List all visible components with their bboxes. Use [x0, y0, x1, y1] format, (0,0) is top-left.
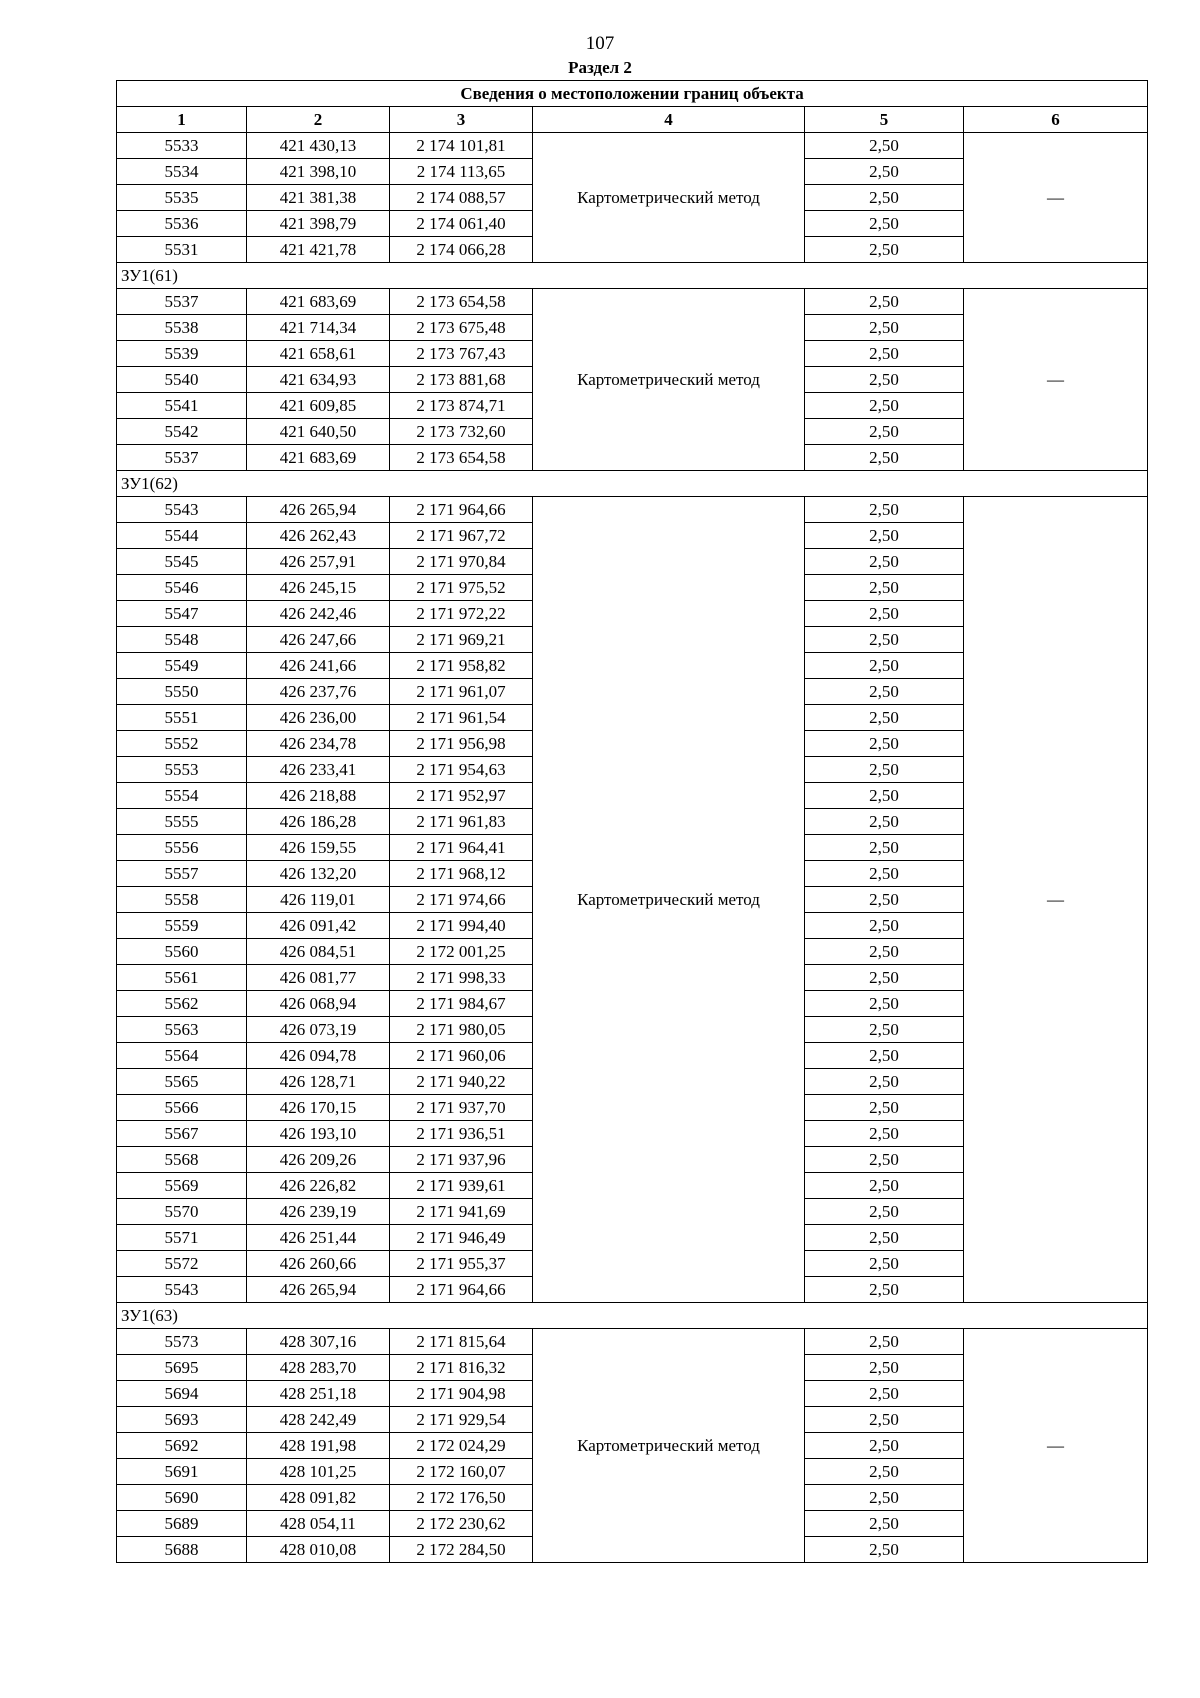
accuracy-cell: 2,50 [805, 393, 964, 419]
x-coordinate-cell: 421 658,61 [247, 341, 390, 367]
point-number-cell: 5561 [117, 965, 247, 991]
y-coordinate-cell: 2 171 984,67 [390, 991, 533, 1017]
point-number-cell: 5559 [117, 913, 247, 939]
y-coordinate-cell: 2 171 961,83 [390, 809, 533, 835]
x-coordinate-cell: 428 307,16 [247, 1329, 390, 1355]
table-row [117, 133, 1148, 159]
y-coordinate-cell: 2 172 001,25 [390, 939, 533, 965]
x-coordinate-cell: 426 091,42 [247, 913, 390, 939]
table-caption: Сведения о местоположении границ объекта [117, 81, 1148, 107]
x-coordinate-cell: 426 073,19 [247, 1017, 390, 1043]
y-coordinate-cell: 2 171 929,54 [390, 1407, 533, 1433]
y-coordinate-cell: 2 171 972,22 [390, 601, 533, 627]
accuracy-cell: 2,50 [805, 1433, 964, 1459]
y-coordinate-cell: 2 171 980,05 [390, 1017, 533, 1043]
group-label: ЗУ1(61) [117, 263, 1148, 289]
x-coordinate-cell: 426 186,28 [247, 809, 390, 835]
point-number-cell: 5558 [117, 887, 247, 913]
x-coordinate-cell: 426 233,41 [247, 757, 390, 783]
group-label: ЗУ1(62) [117, 471, 1148, 497]
point-number-cell: 5557 [117, 861, 247, 887]
accuracy-cell: 2,50 [805, 1095, 964, 1121]
y-coordinate-cell: 2 171 975,52 [390, 575, 533, 601]
point-number-cell: 5566 [117, 1095, 247, 1121]
y-coordinate-cell: 2 174 113,65 [390, 159, 533, 185]
x-coordinate-cell: 426 084,51 [247, 939, 390, 965]
accuracy-cell: 2,50 [805, 1329, 964, 1355]
x-coordinate-cell: 426 094,78 [247, 1043, 390, 1069]
accuracy-cell: 2,50 [805, 913, 964, 939]
point-number-cell: 5550 [117, 679, 247, 705]
x-coordinate-cell: 426 265,94 [247, 497, 390, 523]
point-number-cell: 5693 [117, 1407, 247, 1433]
y-coordinate-cell: 2 171 954,63 [390, 757, 533, 783]
table-body [117, 133, 1148, 1563]
x-coordinate-cell: 421 381,38 [247, 185, 390, 211]
point-number-cell: 5544 [117, 523, 247, 549]
point-number-cell: 5551 [117, 705, 247, 731]
accuracy-cell: 2,50 [805, 991, 964, 1017]
accuracy-cell: 2,50 [805, 497, 964, 523]
x-coordinate-cell: 426 262,43 [247, 523, 390, 549]
accuracy-cell: 2,50 [805, 1173, 964, 1199]
y-coordinate-cell: 2 172 176,50 [390, 1485, 533, 1511]
x-coordinate-cell: 426 226,82 [247, 1173, 390, 1199]
accuracy-cell: 2,50 [805, 1277, 964, 1303]
y-coordinate-cell: 2 171 937,70 [390, 1095, 533, 1121]
accuracy-cell: 2,50 [805, 549, 964, 575]
accuracy-cell: 2,50 [805, 1485, 964, 1511]
table-row [117, 1329, 1148, 1355]
point-number-cell: 5555 [117, 809, 247, 835]
x-coordinate-cell: 421 683,69 [247, 289, 390, 315]
y-coordinate-cell: 2 171 961,54 [390, 705, 533, 731]
column-6-cell: — [964, 133, 1148, 263]
y-coordinate-cell: 2 171 956,98 [390, 731, 533, 757]
point-number-cell: 5543 [117, 497, 247, 523]
y-coordinate-cell: 2 171 964,41 [390, 835, 533, 861]
accuracy-cell: 2,50 [805, 445, 964, 471]
y-coordinate-cell: 2 171 946,49 [390, 1225, 533, 1251]
x-coordinate-cell: 421 683,69 [247, 445, 390, 471]
point-number-cell: 5562 [117, 991, 247, 1017]
point-number-cell: 5565 [117, 1069, 247, 1095]
accuracy-cell: 2,50 [805, 1459, 964, 1485]
accuracy-cell: 2,50 [805, 757, 964, 783]
point-number-cell: 5691 [117, 1459, 247, 1485]
y-coordinate-cell: 2 171 994,40 [390, 913, 533, 939]
accuracy-cell: 2,50 [805, 1355, 964, 1381]
y-coordinate-cell: 2 172 160,07 [390, 1459, 533, 1485]
x-coordinate-cell: 421 634,93 [247, 367, 390, 393]
y-coordinate-cell: 2 172 284,50 [390, 1537, 533, 1563]
y-coordinate-cell: 2 171 937,96 [390, 1147, 533, 1173]
x-coordinate-cell: 421 398,10 [247, 159, 390, 185]
x-coordinate-cell: 426 081,77 [247, 965, 390, 991]
x-coordinate-cell: 426 218,88 [247, 783, 390, 809]
x-coordinate-cell: 421 430,13 [247, 133, 390, 159]
y-coordinate-cell: 2 171 936,51 [390, 1121, 533, 1147]
y-coordinate-cell: 2 174 061,40 [390, 211, 533, 237]
method-cell: Картометрический метод [533, 1329, 805, 1563]
accuracy-cell: 2,50 [805, 1511, 964, 1537]
accuracy-cell: 2,50 [805, 185, 964, 211]
y-coordinate-cell: 2 171 941,69 [390, 1199, 533, 1225]
accuracy-cell: 2,50 [805, 1069, 964, 1095]
point-number-cell: 5531 [117, 237, 247, 263]
accuracy-cell: 2,50 [805, 601, 964, 627]
y-coordinate-cell: 2 171 816,32 [390, 1355, 533, 1381]
point-number-cell: 5534 [117, 159, 247, 185]
point-number-cell: 5543 [117, 1277, 247, 1303]
y-coordinate-cell: 2 171 952,97 [390, 783, 533, 809]
point-number-cell: 5571 [117, 1225, 247, 1251]
group-label-row [117, 263, 1148, 289]
accuracy-cell: 2,50 [805, 237, 964, 263]
y-coordinate-cell: 2 171 815,64 [390, 1329, 533, 1355]
point-number-cell: 5690 [117, 1485, 247, 1511]
accuracy-cell: 2,50 [805, 731, 964, 757]
point-number-cell: 5535 [117, 185, 247, 211]
x-coordinate-cell: 426 237,76 [247, 679, 390, 705]
y-coordinate-cell: 2 171 967,72 [390, 523, 533, 549]
x-coordinate-cell: 426 265,94 [247, 1277, 390, 1303]
y-coordinate-cell: 2 172 024,29 [390, 1433, 533, 1459]
accuracy-cell: 2,50 [805, 289, 964, 315]
x-coordinate-cell: 428 191,98 [247, 1433, 390, 1459]
accuracy-cell: 2,50 [805, 367, 964, 393]
point-number-cell: 5564 [117, 1043, 247, 1069]
y-coordinate-cell: 2 173 881,68 [390, 367, 533, 393]
point-number-cell: 5556 [117, 835, 247, 861]
y-coordinate-cell: 2 171 961,07 [390, 679, 533, 705]
point-number-cell: 5553 [117, 757, 247, 783]
x-coordinate-cell: 426 245,15 [247, 575, 390, 601]
y-coordinate-cell: 2 171 939,61 [390, 1173, 533, 1199]
accuracy-cell: 2,50 [805, 783, 964, 809]
point-number-cell: 5569 [117, 1173, 247, 1199]
accuracy-cell: 2,50 [805, 1407, 964, 1433]
x-coordinate-cell: 426 251,44 [247, 1225, 390, 1251]
column-header: 6 [964, 107, 1148, 133]
point-number-cell: 5536 [117, 211, 247, 237]
x-coordinate-cell: 426 236,00 [247, 705, 390, 731]
x-coordinate-cell: 426 242,46 [247, 601, 390, 627]
x-coordinate-cell: 428 283,70 [247, 1355, 390, 1381]
point-number-cell: 5546 [117, 575, 247, 601]
y-coordinate-cell: 2 173 675,48 [390, 315, 533, 341]
point-number-cell: 5542 [117, 419, 247, 445]
x-coordinate-cell: 421 421,78 [247, 237, 390, 263]
y-coordinate-cell: 2 171 904,98 [390, 1381, 533, 1407]
accuracy-cell: 2,50 [805, 1043, 964, 1069]
y-coordinate-cell: 2 173 767,43 [390, 341, 533, 367]
table-row [117, 497, 1148, 523]
point-number-cell: 5537 [117, 289, 247, 315]
x-coordinate-cell: 426 159,55 [247, 835, 390, 861]
y-coordinate-cell: 2 174 066,28 [390, 237, 533, 263]
point-number-cell: 5549 [117, 653, 247, 679]
x-coordinate-cell: 426 128,71 [247, 1069, 390, 1095]
y-coordinate-cell: 2 171 964,66 [390, 497, 533, 523]
x-coordinate-cell: 421 714,34 [247, 315, 390, 341]
group-label-row [117, 1303, 1148, 1329]
x-coordinate-cell: 428 091,82 [247, 1485, 390, 1511]
accuracy-cell: 2,50 [805, 965, 964, 991]
group-label-row [117, 471, 1148, 497]
accuracy-cell: 2,50 [805, 1121, 964, 1147]
column-6-cell: — [964, 1329, 1148, 1563]
x-coordinate-cell: 428 010,08 [247, 1537, 390, 1563]
x-coordinate-cell: 426 239,19 [247, 1199, 390, 1225]
accuracy-cell: 2,50 [805, 315, 964, 341]
x-coordinate-cell: 426 119,01 [247, 887, 390, 913]
accuracy-cell: 2,50 [805, 653, 964, 679]
point-number-cell: 5689 [117, 1511, 247, 1537]
x-coordinate-cell: 428 242,49 [247, 1407, 390, 1433]
group-label: ЗУ1(63) [117, 1303, 1148, 1329]
accuracy-cell: 2,50 [805, 159, 964, 185]
y-coordinate-cell: 2 171 940,22 [390, 1069, 533, 1095]
x-coordinate-cell: 428 251,18 [247, 1381, 390, 1407]
x-coordinate-cell: 421 640,50 [247, 419, 390, 445]
accuracy-cell: 2,50 [805, 523, 964, 549]
point-number-cell: 5692 [117, 1433, 247, 1459]
column-header: 3 [390, 107, 533, 133]
x-coordinate-cell: 426 132,20 [247, 861, 390, 887]
accuracy-cell: 2,50 [805, 809, 964, 835]
x-coordinate-cell: 421 609,85 [247, 393, 390, 419]
column-header: 5 [805, 107, 964, 133]
point-number-cell: 5537 [117, 445, 247, 471]
x-coordinate-cell: 426 209,26 [247, 1147, 390, 1173]
accuracy-cell: 2,50 [805, 939, 964, 965]
point-number-cell: 5554 [117, 783, 247, 809]
y-coordinate-cell: 2 171 960,06 [390, 1043, 533, 1069]
y-coordinate-cell: 2 171 970,84 [390, 549, 533, 575]
accuracy-cell: 2,50 [805, 1251, 964, 1277]
x-coordinate-cell: 426 068,94 [247, 991, 390, 1017]
point-number-cell: 5541 [117, 393, 247, 419]
y-coordinate-cell: 2 171 964,66 [390, 1277, 533, 1303]
section-title: Раздел 2 [568, 58, 632, 77]
x-coordinate-cell: 421 398,79 [247, 211, 390, 237]
x-coordinate-cell: 426 247,66 [247, 627, 390, 653]
point-number-cell: 5688 [117, 1537, 247, 1563]
y-coordinate-cell: 2 171 969,21 [390, 627, 533, 653]
point-number-cell: 5552 [117, 731, 247, 757]
table-caption-row [117, 81, 1148, 107]
point-number-cell: 5560 [117, 939, 247, 965]
method-cell: Картометрический метод [533, 133, 805, 263]
accuracy-cell: 2,50 [805, 705, 964, 731]
point-number-cell: 5538 [117, 315, 247, 341]
point-number-cell: 5548 [117, 627, 247, 653]
point-number-cell: 5547 [117, 601, 247, 627]
accuracy-cell: 2,50 [805, 1017, 964, 1043]
x-coordinate-cell: 426 193,10 [247, 1121, 390, 1147]
point-number-cell: 5533 [117, 133, 247, 159]
accuracy-cell: 2,50 [805, 627, 964, 653]
y-coordinate-cell: 2 171 968,12 [390, 861, 533, 887]
y-coordinate-cell: 2 171 958,82 [390, 653, 533, 679]
table-row [117, 289, 1148, 315]
point-number-cell: 5570 [117, 1199, 247, 1225]
y-coordinate-cell: 2 174 088,57 [390, 185, 533, 211]
point-number-cell: 5545 [117, 549, 247, 575]
y-coordinate-cell: 2 171 955,37 [390, 1251, 533, 1277]
y-coordinate-cell: 2 173 732,60 [390, 419, 533, 445]
x-coordinate-cell: 428 054,11 [247, 1511, 390, 1537]
column-header: 4 [533, 107, 805, 133]
boundary-coordinates-table [116, 80, 1148, 1563]
column-6-cell: — [964, 497, 1148, 1303]
method-cell: Картометрический метод [533, 497, 805, 1303]
column-6-cell: — [964, 289, 1148, 471]
accuracy-cell: 2,50 [805, 835, 964, 861]
accuracy-cell: 2,50 [805, 341, 964, 367]
y-coordinate-cell: 2 173 654,58 [390, 445, 533, 471]
accuracy-cell: 2,50 [805, 679, 964, 705]
accuracy-cell: 2,50 [805, 1381, 964, 1407]
accuracy-cell: 2,50 [805, 575, 964, 601]
y-coordinate-cell: 2 171 998,33 [390, 965, 533, 991]
accuracy-cell: 2,50 [805, 1199, 964, 1225]
point-number-cell: 5567 [117, 1121, 247, 1147]
point-number-cell: 5563 [117, 1017, 247, 1043]
column-header: 1 [117, 107, 247, 133]
accuracy-cell: 2,50 [805, 1225, 964, 1251]
point-number-cell: 5568 [117, 1147, 247, 1173]
x-coordinate-cell: 426 260,66 [247, 1251, 390, 1277]
y-coordinate-cell: 2 172 230,62 [390, 1511, 533, 1537]
y-coordinate-cell: 2 171 974,66 [390, 887, 533, 913]
point-number-cell: 5539 [117, 341, 247, 367]
column-header-row [117, 107, 1148, 133]
column-header: 2 [247, 107, 390, 133]
y-coordinate-cell: 2 173 874,71 [390, 393, 533, 419]
y-coordinate-cell: 2 173 654,58 [390, 289, 533, 315]
accuracy-cell: 2,50 [805, 1537, 964, 1563]
accuracy-cell: 2,50 [805, 1147, 964, 1173]
accuracy-cell: 2,50 [805, 419, 964, 445]
point-number-cell: 5694 [117, 1381, 247, 1407]
accuracy-cell: 2,50 [805, 861, 964, 887]
method-cell: Картометрический метод [533, 289, 805, 471]
point-number-cell: 5572 [117, 1251, 247, 1277]
point-number-cell: 5540 [117, 367, 247, 393]
x-coordinate-cell: 426 170,15 [247, 1095, 390, 1121]
x-coordinate-cell: 426 257,91 [247, 549, 390, 575]
point-number-cell: 5695 [117, 1355, 247, 1381]
x-coordinate-cell: 426 234,78 [247, 731, 390, 757]
page-number: 107 [585, 33, 615, 54]
accuracy-cell: 2,50 [805, 211, 964, 237]
y-coordinate-cell: 2 174 101,81 [390, 133, 533, 159]
x-coordinate-cell: 426 241,66 [247, 653, 390, 679]
accuracy-cell: 2,50 [805, 133, 964, 159]
x-coordinate-cell: 428 101,25 [247, 1459, 390, 1485]
accuracy-cell: 2,50 [805, 887, 964, 913]
point-number-cell: 5573 [117, 1329, 247, 1355]
